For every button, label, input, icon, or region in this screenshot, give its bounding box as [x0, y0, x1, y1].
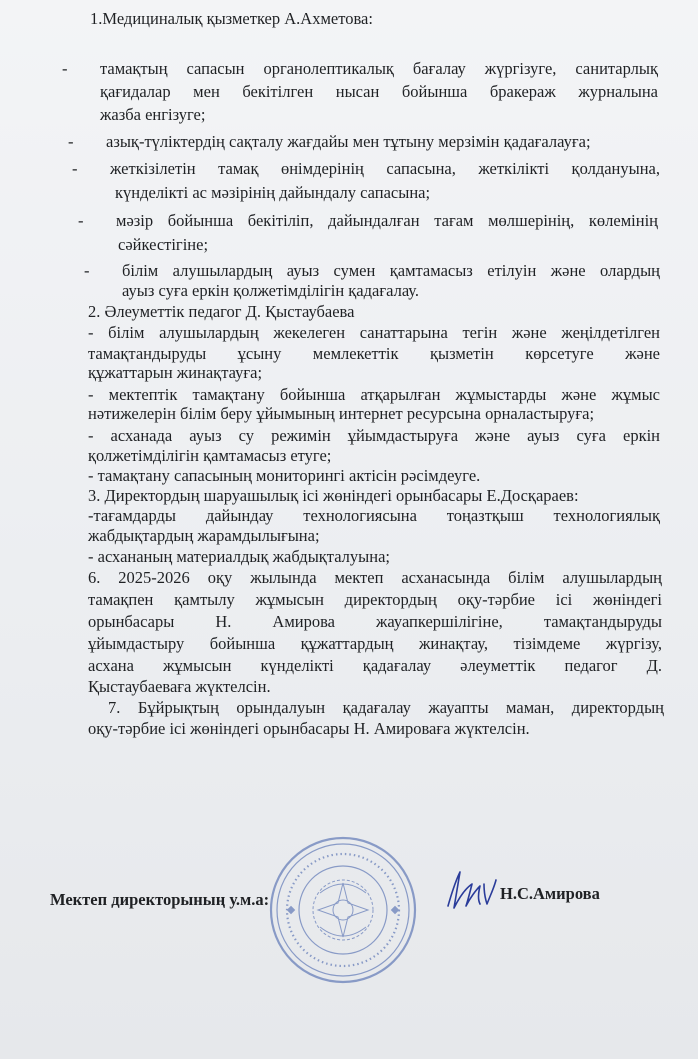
bullet-dash: - — [68, 132, 74, 151]
bullet-dash: - — [78, 211, 84, 230]
section6-line: Қыстаубаеваға жүктелсін. — [88, 677, 271, 696]
section1-item4-line2: сәйкестігіне; — [118, 235, 209, 254]
section1-item3-line1: жеткізілетін тамақ өнімдерінің сапасына, жеткілікті қолдануына, — [110, 159, 660, 178]
section6-line: тамақпен қамтылу жұмысын директордың оқу-тәрбие ісі жөніндегі — [88, 590, 662, 609]
section6-line: орынбасары Н. Амирова жауапкершілігіне, тамақтандыруды — [88, 612, 662, 631]
section2-line: нәтижелерін білім беру ұйымының интернет ресурсына орналастыруға; — [88, 404, 595, 423]
official-stamp-icon — [268, 835, 418, 985]
bullet-dash: - — [72, 159, 78, 178]
section1-item1-line2: қағидалар мен бекітілген нысан бойынша бракераж журналына — [100, 82, 658, 101]
bullet-dash: - — [62, 59, 68, 78]
section2-title: 2. Әлеуметтік педагог Д. Қыстаубаева — [88, 302, 355, 321]
section1-item5-line2: ауыз суға еркін қолжетімділігін қадағалау. — [122, 281, 420, 300]
section1-item3-line2: күнделікті ас мәзірінің дайындалу сапасына; — [115, 183, 431, 202]
section3-line: - асхананың материалдық жабдықталуына; — [88, 547, 390, 566]
section3-line: жабдықтардың жарамдылығына; — [88, 526, 320, 545]
section1-item5-line1: білім алушылардың ауыз сумен қамтамасыз етілуін және олардың — [122, 261, 660, 280]
section6-line: 6. 2025-2026 оқу жылында мектеп асханасында білім алушылардың — [88, 568, 662, 587]
section2-line: қолжетімділігін қамтамасыз етуге; — [88, 446, 332, 465]
section2-line: - білім алушылардың жекелеген санаттарына тегін және жеңілдетілген — [88, 323, 660, 342]
section3-title: 3. Директордың шаруашылық ісі жөніндегі орынбасары Е.Досқараев: — [88, 486, 579, 505]
section2-line: құжаттарын жинақтауға; — [88, 363, 263, 382]
section1-item1-line3: жазба енгізуге; — [100, 105, 206, 124]
bullet-dash: - — [84, 261, 90, 280]
section2-line: - асханада ауыз су режимін ұйымдастыруға және ауыз суға еркін — [88, 426, 660, 445]
section2-line: тамақтандыруды ұсыну мемлекеттік қызметін көрсетуге және — [88, 344, 660, 363]
section6-line: асхана жұмысын күнделікті қадағалау әлеуметтік педагог Д. — [88, 656, 662, 675]
section1-item2-line1: азық-түліктердің сақталу жағдайы мен тұтыну мерзімін қадағалауға; — [106, 132, 591, 151]
signer-name: Н.С.Амирова — [500, 884, 600, 903]
section2-line: - мектептік тамақтану бойынша атқарылған жұмыстарды және жұмыс — [88, 385, 660, 404]
handwritten-signature-icon — [440, 866, 500, 914]
section1-title: 1.Медициналық қызметкер А.Ахметова: — [90, 9, 373, 28]
signature-label: Мектеп директорының у.м.а: — [50, 890, 270, 909]
section1-item4-line1: мәзір бойынша бекітіліп, дайындалған тағам мөлшерінің, көлемінің — [116, 211, 658, 230]
section1-item1-line1: тамақтың сапасын органолептикалық бағалау жүргізуге, санитарлық — [100, 59, 658, 78]
section2-line: - тамақтану сапасының мониторингі актісін рәсімдеуге. — [88, 466, 481, 485]
section7-line: 7. Бұйрықтың орындалуын қадағалау жауапты маман, директордың — [108, 698, 664, 717]
section3-line: -тағамдарды дайындау технологиясына тоңазтқыш технологиялық — [88, 506, 660, 525]
section7-line: оқу-тәрбие ісі жөніндегі орынбасары Н. Амироваға жүктелсін. — [88, 719, 530, 738]
section6-line: ұйымдастыру бойынша құжаттардың жинақтау, тізімдеме жүргізу, — [88, 634, 662, 653]
